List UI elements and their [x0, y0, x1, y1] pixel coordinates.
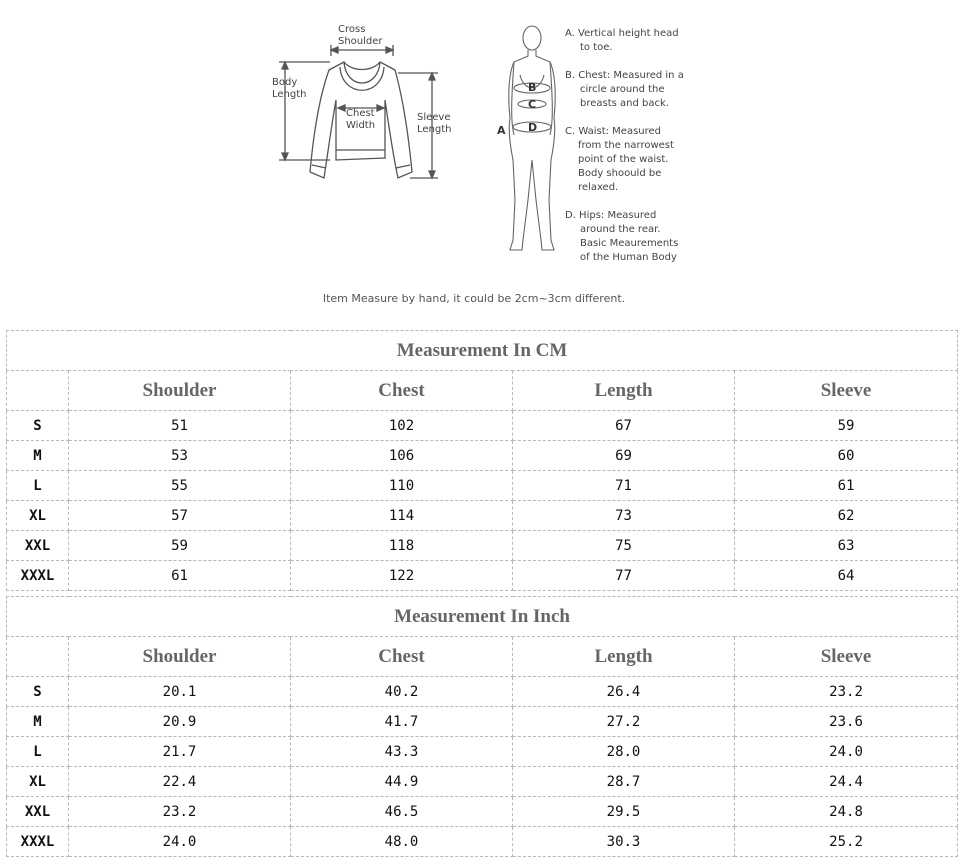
- table-row: [7, 471, 958, 501]
- size-cell: XL: [7, 501, 69, 531]
- size-cell: XXXL: [7, 827, 69, 857]
- length-cell: 71: [513, 471, 735, 501]
- sleeve-cell: 25.2: [735, 827, 958, 857]
- sleeve-length-label: Sleeve Length: [417, 112, 452, 135]
- sleeve-cell: 63: [735, 531, 958, 561]
- sleeve-cell: 23.6: [735, 707, 958, 737]
- shoulder-cell: 55: [69, 471, 291, 501]
- table-row: [7, 501, 958, 531]
- table-title: Measurement In Inch: [7, 597, 958, 637]
- size-cell: XL: [7, 767, 69, 797]
- measure-caption: Item Measure by hand, it could be 2cm~3cm different.: [322, 292, 626, 305]
- header-shoulder: Shoulder: [69, 371, 291, 411]
- note-c-line-4: Body shoould be: [578, 168, 662, 179]
- letter-c: C: [528, 98, 537, 111]
- letter-a: A: [497, 124, 506, 137]
- table-row: [7, 411, 958, 441]
- table-row: [7, 707, 958, 737]
- note-d-line-2: around the rear.: [580, 224, 661, 235]
- chest-cell: 43.3: [291, 737, 513, 767]
- sleeve-cell: 59: [735, 411, 958, 441]
- header-cell: [7, 637, 69, 677]
- table-row: [7, 531, 958, 561]
- chest-cell: 114: [291, 501, 513, 531]
- note-a-line-1: A. Vertical height head: [565, 28, 679, 39]
- sleeve-cell: 60: [735, 441, 958, 471]
- chest-cell: 122: [291, 561, 513, 591]
- size-cell: L: [7, 737, 69, 767]
- length-cell: 30.3: [513, 827, 735, 857]
- cross-shoulder-label: Cross Shoulder: [338, 24, 383, 47]
- chest-cell: 102: [291, 411, 513, 441]
- note-d-line-1: D. Hips: Measured: [565, 210, 657, 221]
- chest-cell: 48.0: [291, 827, 513, 857]
- chest-cell: 41.7: [291, 707, 513, 737]
- shoulder-cell: 22.4: [69, 767, 291, 797]
- note-a-line-2: to toe.: [580, 42, 613, 53]
- length-cell: 26.4: [513, 677, 735, 707]
- measurement-illustration: [0, 0, 962, 320]
- chest-cell: 118: [291, 531, 513, 561]
- size-cell: XXL: [7, 531, 69, 561]
- shoulder-cell: 51: [69, 411, 291, 441]
- size-cell: M: [7, 707, 69, 737]
- length-cell: 77: [513, 561, 735, 591]
- size-cell: M: [7, 441, 69, 471]
- table-row: [7, 737, 958, 767]
- length-cell: 28.7: [513, 767, 735, 797]
- size-cell: L: [7, 471, 69, 501]
- cm-size-table: [6, 330, 958, 591]
- table-row: [7, 677, 958, 707]
- sleeve-cell: 61: [735, 471, 958, 501]
- shoulder-cell: 24.0: [69, 827, 291, 857]
- table-title: Measurement In CM: [7, 331, 958, 371]
- shoulder-cell: 57: [69, 501, 291, 531]
- note-b-line-2: circle around the: [580, 84, 665, 95]
- letter-b: B: [528, 81, 537, 94]
- chest-cell: 46.5: [291, 797, 513, 827]
- chest-cell: 44.9: [291, 767, 513, 797]
- table-row: [7, 797, 958, 827]
- shoulder-cell: 20.9: [69, 707, 291, 737]
- note-c-line-3: point of the waist.: [578, 154, 669, 165]
- sleeve-cell: 62: [735, 501, 958, 531]
- length-cell: 69: [513, 441, 735, 471]
- header-shoulder: Shoulder: [69, 637, 291, 677]
- length-cell: 75: [513, 531, 735, 561]
- note-c-line-1: C. Waist: Measured: [565, 126, 662, 137]
- table-row: [7, 441, 958, 471]
- body-length-label: Body Length: [272, 77, 307, 100]
- size-cell: XXL: [7, 797, 69, 827]
- table-row: [7, 767, 958, 797]
- note-c-line-5: relaxed.: [578, 182, 619, 193]
- header-length: Length: [513, 637, 735, 677]
- header-length: Length: [513, 371, 735, 411]
- shoulder-cell: 53: [69, 441, 291, 471]
- chest-width-label: Chest Width: [346, 108, 376, 131]
- header-chest: Chest: [291, 371, 513, 411]
- size-cell: XXXL: [7, 561, 69, 591]
- sweater-sketch: [0, 0, 962, 300]
- table-row: [7, 827, 958, 857]
- size-cell: S: [7, 677, 69, 707]
- letter-d: D: [528, 121, 538, 134]
- chest-cell: 110: [291, 471, 513, 501]
- length-cell: 28.0: [513, 737, 735, 767]
- header-sleeve: Sleeve: [735, 371, 958, 411]
- sleeve-cell: 24.4: [735, 767, 958, 797]
- shoulder-cell: 59: [69, 531, 291, 561]
- inch-size-table: [6, 596, 958, 857]
- shoulder-cell: 20.1: [69, 677, 291, 707]
- note-b-line-3: breasts and back.: [580, 98, 669, 109]
- note-d-line-3: Basic Meaurements: [580, 238, 679, 249]
- size-cell: S: [7, 411, 69, 441]
- sleeve-cell: 24.8: [735, 797, 958, 827]
- chest-cell: 106: [291, 441, 513, 471]
- length-cell: 73: [513, 501, 735, 531]
- note-c-line-2: from the narrowest: [578, 140, 674, 151]
- length-cell: 27.2: [513, 707, 735, 737]
- shoulder-cell: 23.2: [69, 797, 291, 827]
- shoulder-cell: 21.7: [69, 737, 291, 767]
- shoulder-cell: 61: [69, 561, 291, 591]
- chest-cell: 40.2: [291, 677, 513, 707]
- sleeve-cell: 64: [735, 561, 958, 591]
- header-chest: Chest: [291, 637, 513, 677]
- header-sleeve: Sleeve: [735, 637, 958, 677]
- note-b-line-1: B. Chest: Measured in a: [565, 70, 684, 81]
- length-cell: 29.5: [513, 797, 735, 827]
- table-row: [7, 561, 958, 591]
- sleeve-cell: 24.0: [735, 737, 958, 767]
- header-cell: [7, 371, 69, 411]
- note-d-line-4: of the Human Body: [580, 252, 677, 263]
- length-cell: 67: [513, 411, 735, 441]
- sleeve-cell: 23.2: [735, 677, 958, 707]
